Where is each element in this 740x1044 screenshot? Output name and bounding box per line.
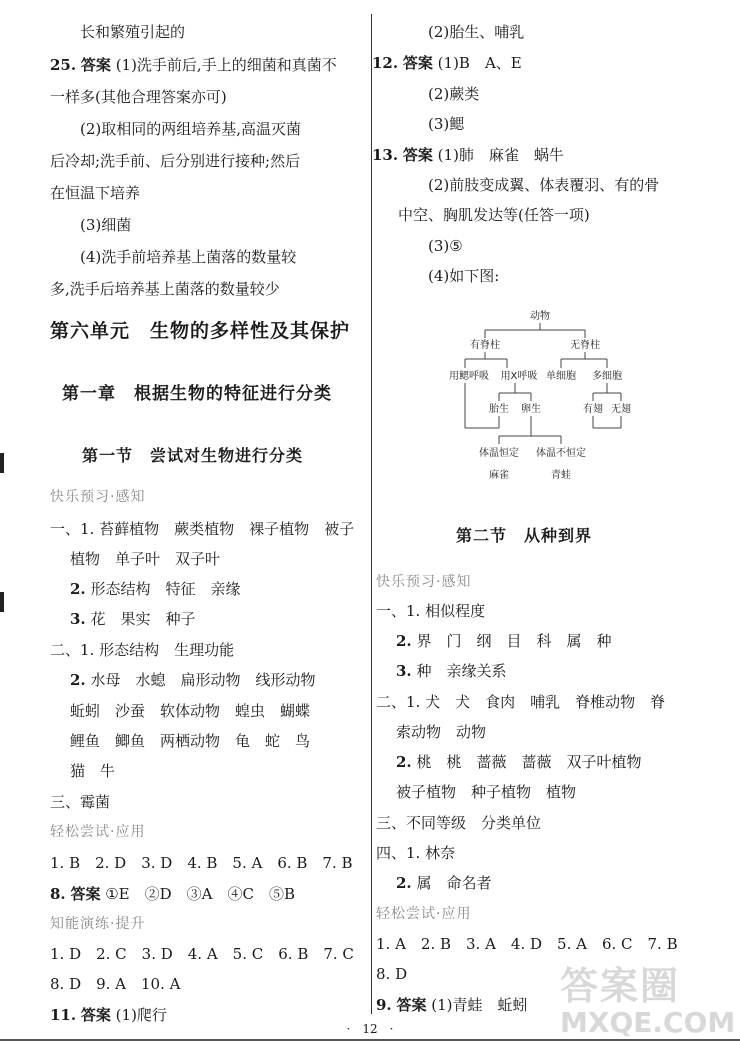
section-label: 知能演练·提升 [50, 916, 146, 932]
section-title: 第一节 尝试对生物进行分类 [82, 446, 304, 465]
text-line [396, 873, 491, 893]
node-winged: 有翅 [583, 404, 603, 415]
item-text: 桃 桃 蔷薇 蔷薇 双子叶植物 [411, 753, 642, 771]
text-line: 1. A 2. B 3. A 4. D 5. A 6. C 7. B [376, 935, 678, 953]
item-number: 2. [70, 580, 86, 598]
node-frog: 青蛙 [551, 470, 571, 481]
question-number: 13. [372, 146, 399, 164]
item-text: 属 命名者 [411, 874, 492, 892]
item-number: 2. [70, 671, 86, 689]
text-line: (2)蕨类 [428, 85, 480, 103]
item-text: 种 亲缘关系 [411, 662, 507, 680]
item-number: 8. [50, 885, 66, 903]
node-constant-temp: 体温恒定 [479, 448, 519, 459]
classification-tree [437, 306, 637, 488]
text-line: 鲤鱼 鲫鱼 两栖动物 龟 蛇 鸟 [70, 732, 311, 750]
text-line: 索动物 动物 [396, 723, 487, 741]
node-vertebrate: 有脊柱 [470, 340, 500, 351]
text-line: (3)细菌 [80, 216, 132, 234]
text-line: 8. D 9. A 10. A [50, 975, 181, 993]
answer-text: (1)B A、E [432, 54, 522, 72]
section-label: 快乐预习·感知 [50, 489, 146, 505]
text-line [50, 884, 295, 904]
item-text: 形态结构 特征 亲缘 [85, 580, 241, 598]
item-number: 3. [70, 610, 86, 628]
text-line: 猫 牛 [70, 762, 116, 780]
node-invertebrate: 无脊柱 [570, 340, 600, 351]
text-line: (2)胎生、哺乳 [428, 23, 525, 41]
node-single-cell: 单细胞 [546, 371, 576, 382]
section-title: 第二节 从种到界 [456, 526, 593, 545]
text-line: 二、1. 形态结构 生理功能 [50, 641, 235, 659]
item-number: 11. [50, 1006, 77, 1024]
answer-text: (1)青蛙 蚯蚓 [426, 996, 528, 1014]
unit-title: 第六单元 生物的多样性及其保护 [50, 320, 351, 342]
text-line [70, 579, 240, 599]
text-line: 多,洗手后培养基上菌落的数量较少 [50, 280, 280, 298]
margin-mark [0, 592, 4, 612]
question-number: 12. [372, 54, 399, 72]
text-line: 三、霉菌 [50, 793, 111, 811]
margin-mark [0, 453, 4, 473]
item-number: 2. [396, 753, 412, 771]
question-number: 25. [50, 56, 77, 74]
text-line [70, 609, 195, 629]
text-line: 被子植物 种子植物 植物 [396, 783, 577, 801]
node-multi-cell: 多细胞 [592, 371, 622, 382]
watermark-logo: 答案圈 [560, 964, 681, 1008]
text-line: (2)取相同的两组培养基,高温灭菌 [80, 120, 302, 138]
watermark-url: MXQE.COM [560, 1006, 736, 1039]
text-line [396, 752, 641, 772]
node-sparrow: 麻雀 [489, 470, 509, 481]
item-text: ①E ②D ③A ④C ⑤B [100, 885, 295, 903]
node-oviparous: 卵生 [521, 404, 541, 415]
section-label: 轻松尝试·应用 [376, 906, 472, 922]
text-line: 二、1. 犬 犬 食肉 哺乳 脊椎动物 脊 [376, 693, 666, 711]
item-number: 3. [396, 662, 412, 680]
answer-label: 答案 [396, 996, 427, 1014]
bottom-rule [0, 1039, 740, 1041]
text-line [372, 145, 564, 165]
text-line [396, 631, 611, 651]
text-line [372, 53, 522, 73]
node-viviparous: 胎生 [489, 404, 509, 415]
watermark [560, 955, 735, 1039]
text-line: 四、1. 林奈 [376, 844, 456, 862]
text-line [70, 670, 315, 690]
node-wingless: 无翅 [611, 404, 631, 415]
text-line: 长和繁殖引起的 [80, 23, 186, 41]
chapter-title: 第一章 根据生物的特征进行分类 [62, 384, 332, 404]
text-line: 植物 单子叶 双子叶 [70, 550, 221, 568]
item-text: (1)爬行 [110, 1006, 167, 1024]
answer-text: (1)洗手前后,手上的细菌和真菌不 [115, 56, 337, 74]
answer-label: 答案 [80, 1006, 111, 1024]
text-line: 一、1. 苔藓植物 蕨类植物 裸子植物 被子 [50, 520, 355, 538]
section-label: 快乐预习·感知 [376, 574, 472, 590]
text-line: 1. B 2. D 3. D 4. B 5. A 6. B 7. B [50, 854, 353, 872]
node-root: 动物 [530, 311, 550, 322]
answer-label: 答案 [80, 56, 111, 74]
text-line: (3)⑤ [428, 237, 463, 255]
text-line: (3)鳃 [428, 115, 465, 133]
item-text: 花 果实 种子 [85, 610, 196, 628]
item-text: 水母 水螅 扁形动物 线形动物 [85, 671, 316, 689]
text-line: 三、不同等级 分类单位 [376, 814, 542, 832]
section-label: 轻松尝试·应用 [50, 824, 146, 840]
question-number: 9. [376, 996, 392, 1014]
text-line [396, 661, 506, 681]
item-text: 界 门 纲 目 科 属 种 [411, 632, 612, 650]
text-line: 1. D 2. C 3. D 4. A 5. C 6. B 7. C [50, 945, 354, 963]
text-line [376, 995, 528, 1015]
answer-label: 答案 [402, 146, 433, 164]
text-line: 一样多(其他合理答案亦可) [50, 88, 227, 106]
text-line: 蚯蚓 沙蚕 软体动物 蝗虫 蝴蝶 [70, 702, 311, 720]
item-number: 2. [396, 874, 412, 892]
text-line: (4)洗手前培养基上菌落的数量较 [80, 248, 297, 266]
text-line: (4)如下图: [428, 267, 500, 285]
text-line: (2)前肢变成翼、体表覆羽、有的骨 [428, 176, 660, 194]
text-line: 中空、胸肌发达等(任答一项) [398, 206, 590, 224]
text-line: 后冷却;洗手前、后分别进行接种;然后 [50, 152, 301, 170]
answer-label: 答案 [402, 54, 433, 72]
page-number: · 12 · [346, 1022, 394, 1036]
text-line: 一、1. 相似程度 [376, 602, 486, 620]
q25-line [50, 55, 337, 75]
text-line: 在恒温下培养 [50, 184, 141, 202]
text-line: 8. D [376, 965, 408, 983]
node-variable-temp: 体温不恒定 [536, 448, 586, 459]
answer-label: 答案 [70, 885, 101, 903]
answer-text: (1)肺 麻雀 蜗牛 [432, 146, 564, 164]
node-x-breathing: 用X呼吸 [500, 371, 538, 382]
node-gill-breathing: 用鳃呼吸 [449, 371, 489, 382]
item-number: 2. [396, 632, 412, 650]
